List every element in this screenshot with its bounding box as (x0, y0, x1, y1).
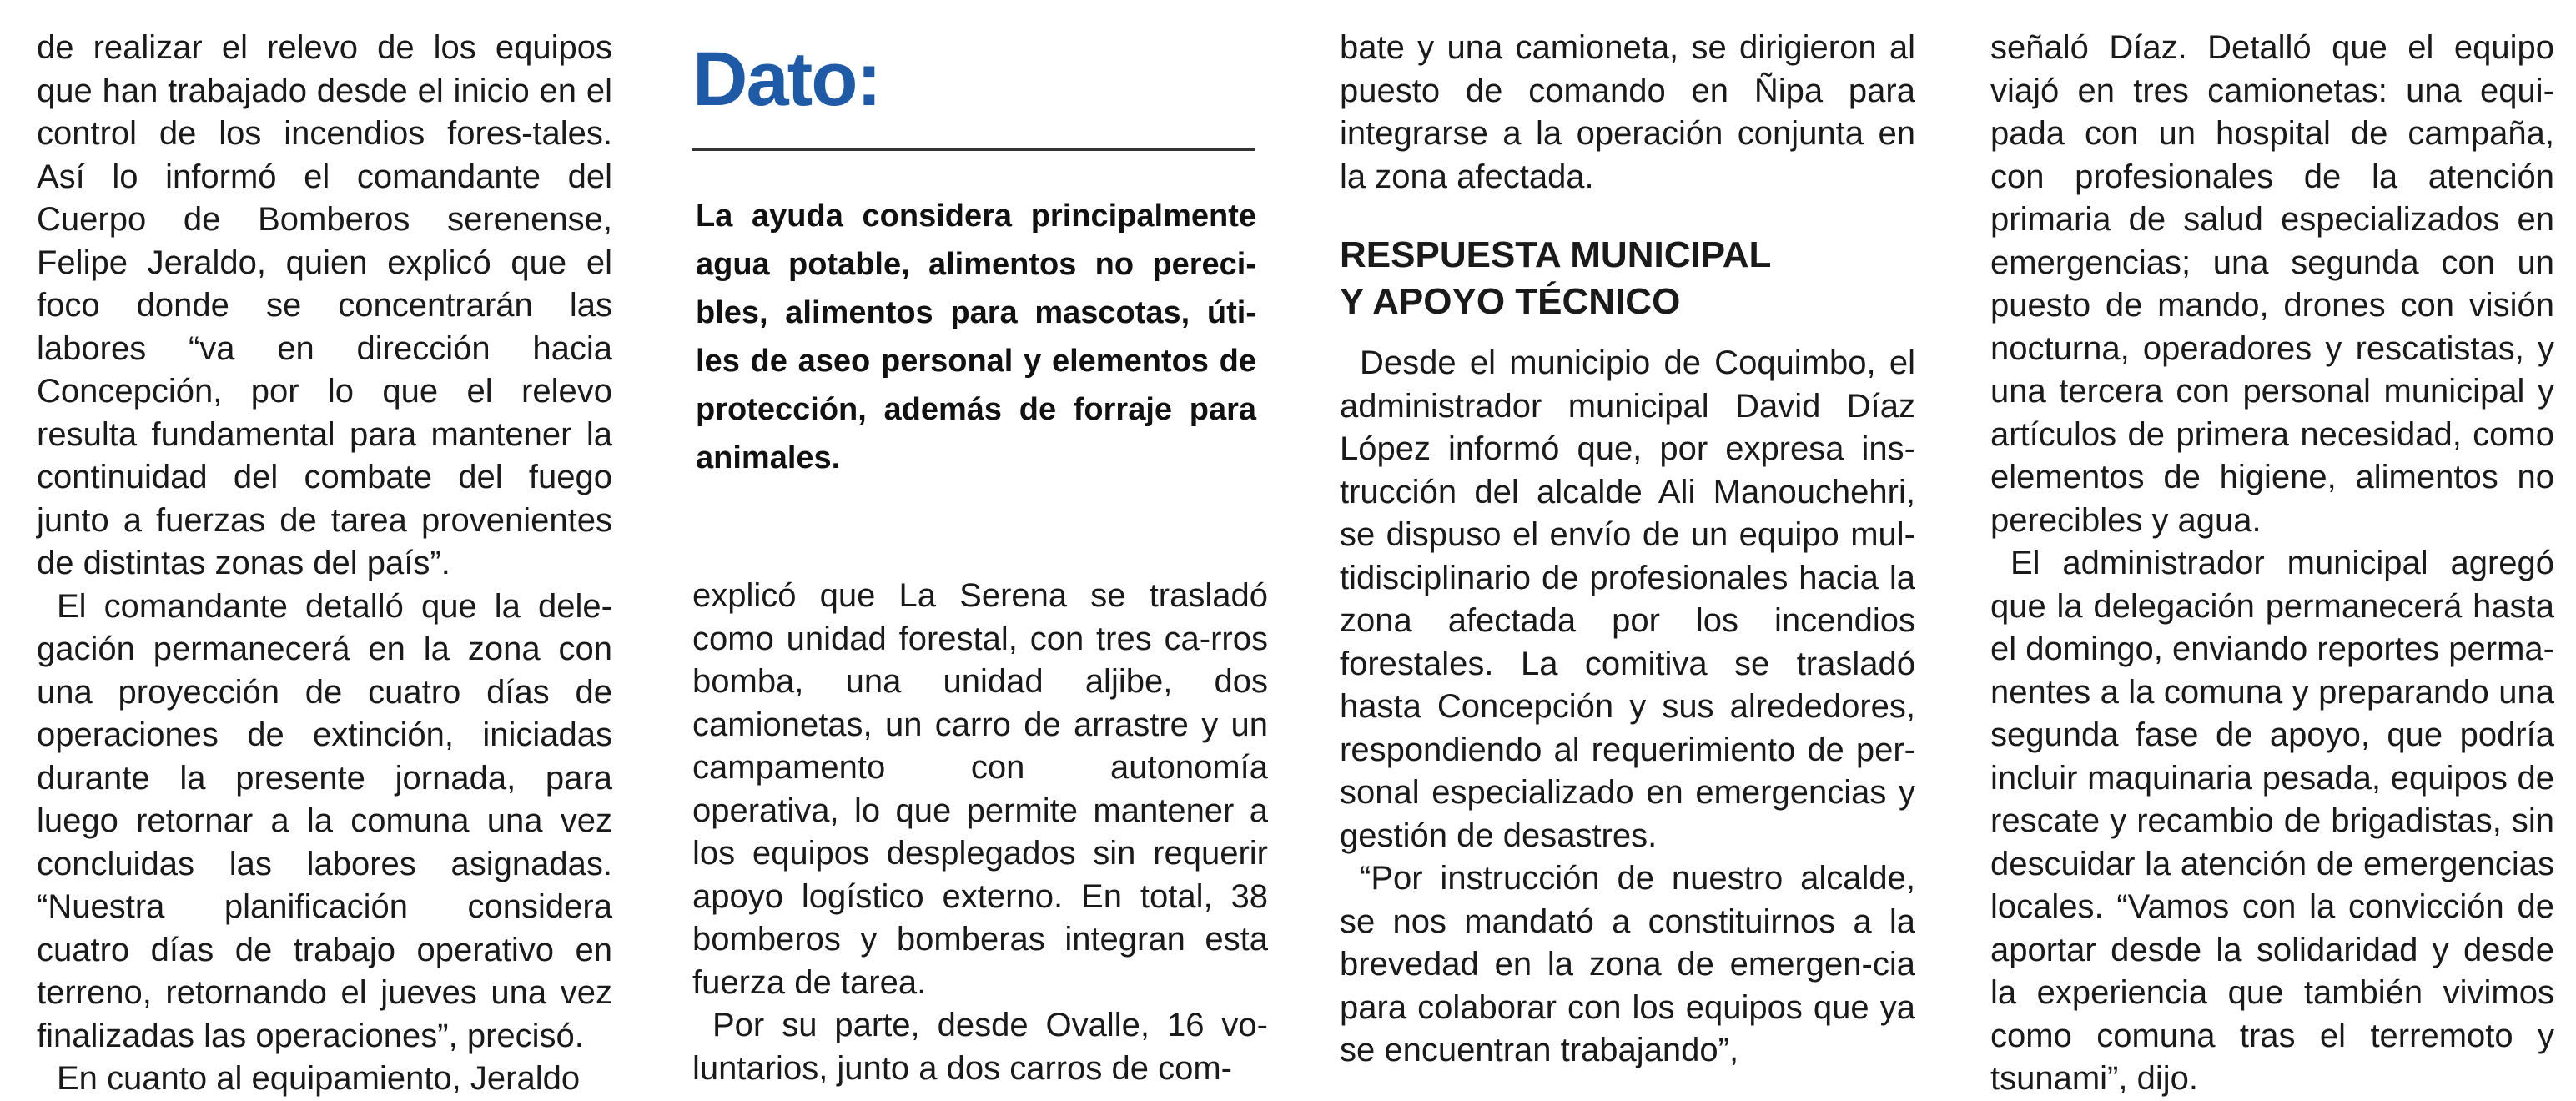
paragraph: Desde el municipio de Coquimbo, el administrador municipal David Díaz López informó que, por expresa ins-trucción del alcalde Ali Manouchehri, se dispuso el envío de un equipo mul-tidisciplinario de profesionales hacia la zona afectada por los incendios forestales. La comitiva se trasladó hasta Concepción y sus alrededores, respondiendo al requerimiento de per-sonal especializado en emergencias y gestión de desastres. (1340, 344, 1915, 854)
dato-text: La ayuda considera principalmente agua potable, alimentos no pereci-bles, alimentos para mascotas, úti-les de aseo personal y elementos de protección, además de forraje para animales. (696, 199, 1256, 475)
article-column-1 (37, 27, 612, 1101)
paragraph: El comandante detalló que la dele-gación permanecerá en la zona con una proyección de cuatro días de operaciones de extinción, iniciadas durante la presente jornada, para luego retornar a la comuna una vez concluidas las labores asignadas. “Nuestra planificación considera cuatro días de trabajo operativo en terreno, retornando el jueves una vez finalizadas las operaciones”, precisó. (37, 587, 612, 1054)
paragraph: En cuanto al equipamiento, Jeraldo (57, 1060, 581, 1097)
dato-title: Dato: (692, 37, 881, 122)
article-column-3 (1340, 27, 1915, 1073)
subheading-line: Y APOYO TÉCNICO (1340, 281, 1681, 322)
paragraph: “Por instrucción de nuestro alcalde, se nos mandató a constituirnos a la brevedad en la zona de emergen-cia para colaborar con los equipos que ya se encuentran trabajando”, (1340, 860, 1915, 1068)
article-column-4 (1990, 27, 2554, 1101)
subheading-line: RESPUESTA MUNICIPAL (1340, 234, 1772, 275)
article-column-2 (692, 575, 1268, 1090)
paragraph: de realizar el relevo de los equipos que han trabajado desde el inicio en el control de los incendios fores-tales. Así lo informó el comandante del Cuerpo de Bomberos serenense, Felipe Jeraldo, quien explicó que el foco donde se concentrarán las labores “va en dirección hacia Concepción, por lo que el relevo resulta fundamental para mantener la continuidad del combate del fuego junto a fuerzas de tarea provenientes de distintas zonas del país”. (37, 29, 612, 581)
paragraph: señaló Díaz. Detalló que el equipo viajó en tres camionetas: una equi-pada con un hospital de campaña, con profesionales de la atención primaria de salud especializados en emergencias; una segunda con un puesto de mando, drones con visión nocturna, operadores y rescatistas, y una tercera con personal municipal y artículos de primera necesidad, como elementos de higiene, alimentos no perecibles y agua. (1990, 29, 2554, 539)
section-subheading (1340, 232, 1915, 325)
paragraph: El administrador municipal agregó que la delegación permanecerá hasta el domingo, enviando reportes perma-nentes a la comuna y preparando una segunda fase de apoyo, que podría incluir maquinaria pesada, equipos de rescate y recambio de brigadistas, sin descuidar la atención de emergencias locales. “Vamos con la convicción de aportar desde la solidaridad y desde la experiencia que también vivimos como comuna tras el terremoto y tsunami”, dijo. (1990, 545, 2554, 1097)
paragraph: explicó que La Serena se trasladó como unidad forestal, con tres ca-rros bomba, una unidad aljibe, dos camionetas, un carro de arrastre y un campamento con autonomía operativa, lo que permite mantener a los equipos desplegados sin requerir apoyo logístico externo. En total, 38 bomberos y bomberas integran esta fuerza de tarea. (692, 577, 1268, 1001)
divider (692, 148, 1255, 151)
paragraph: Por su parte, desde Ovalle, 16 vo-luntarios, junto a dos carros de com- (692, 1007, 1268, 1087)
paragraph: bate y una camioneta, se dirigieron al puesto de comando en Ñipa para integrarse a la operación conjunta en la zona afectada. (1340, 29, 1915, 195)
